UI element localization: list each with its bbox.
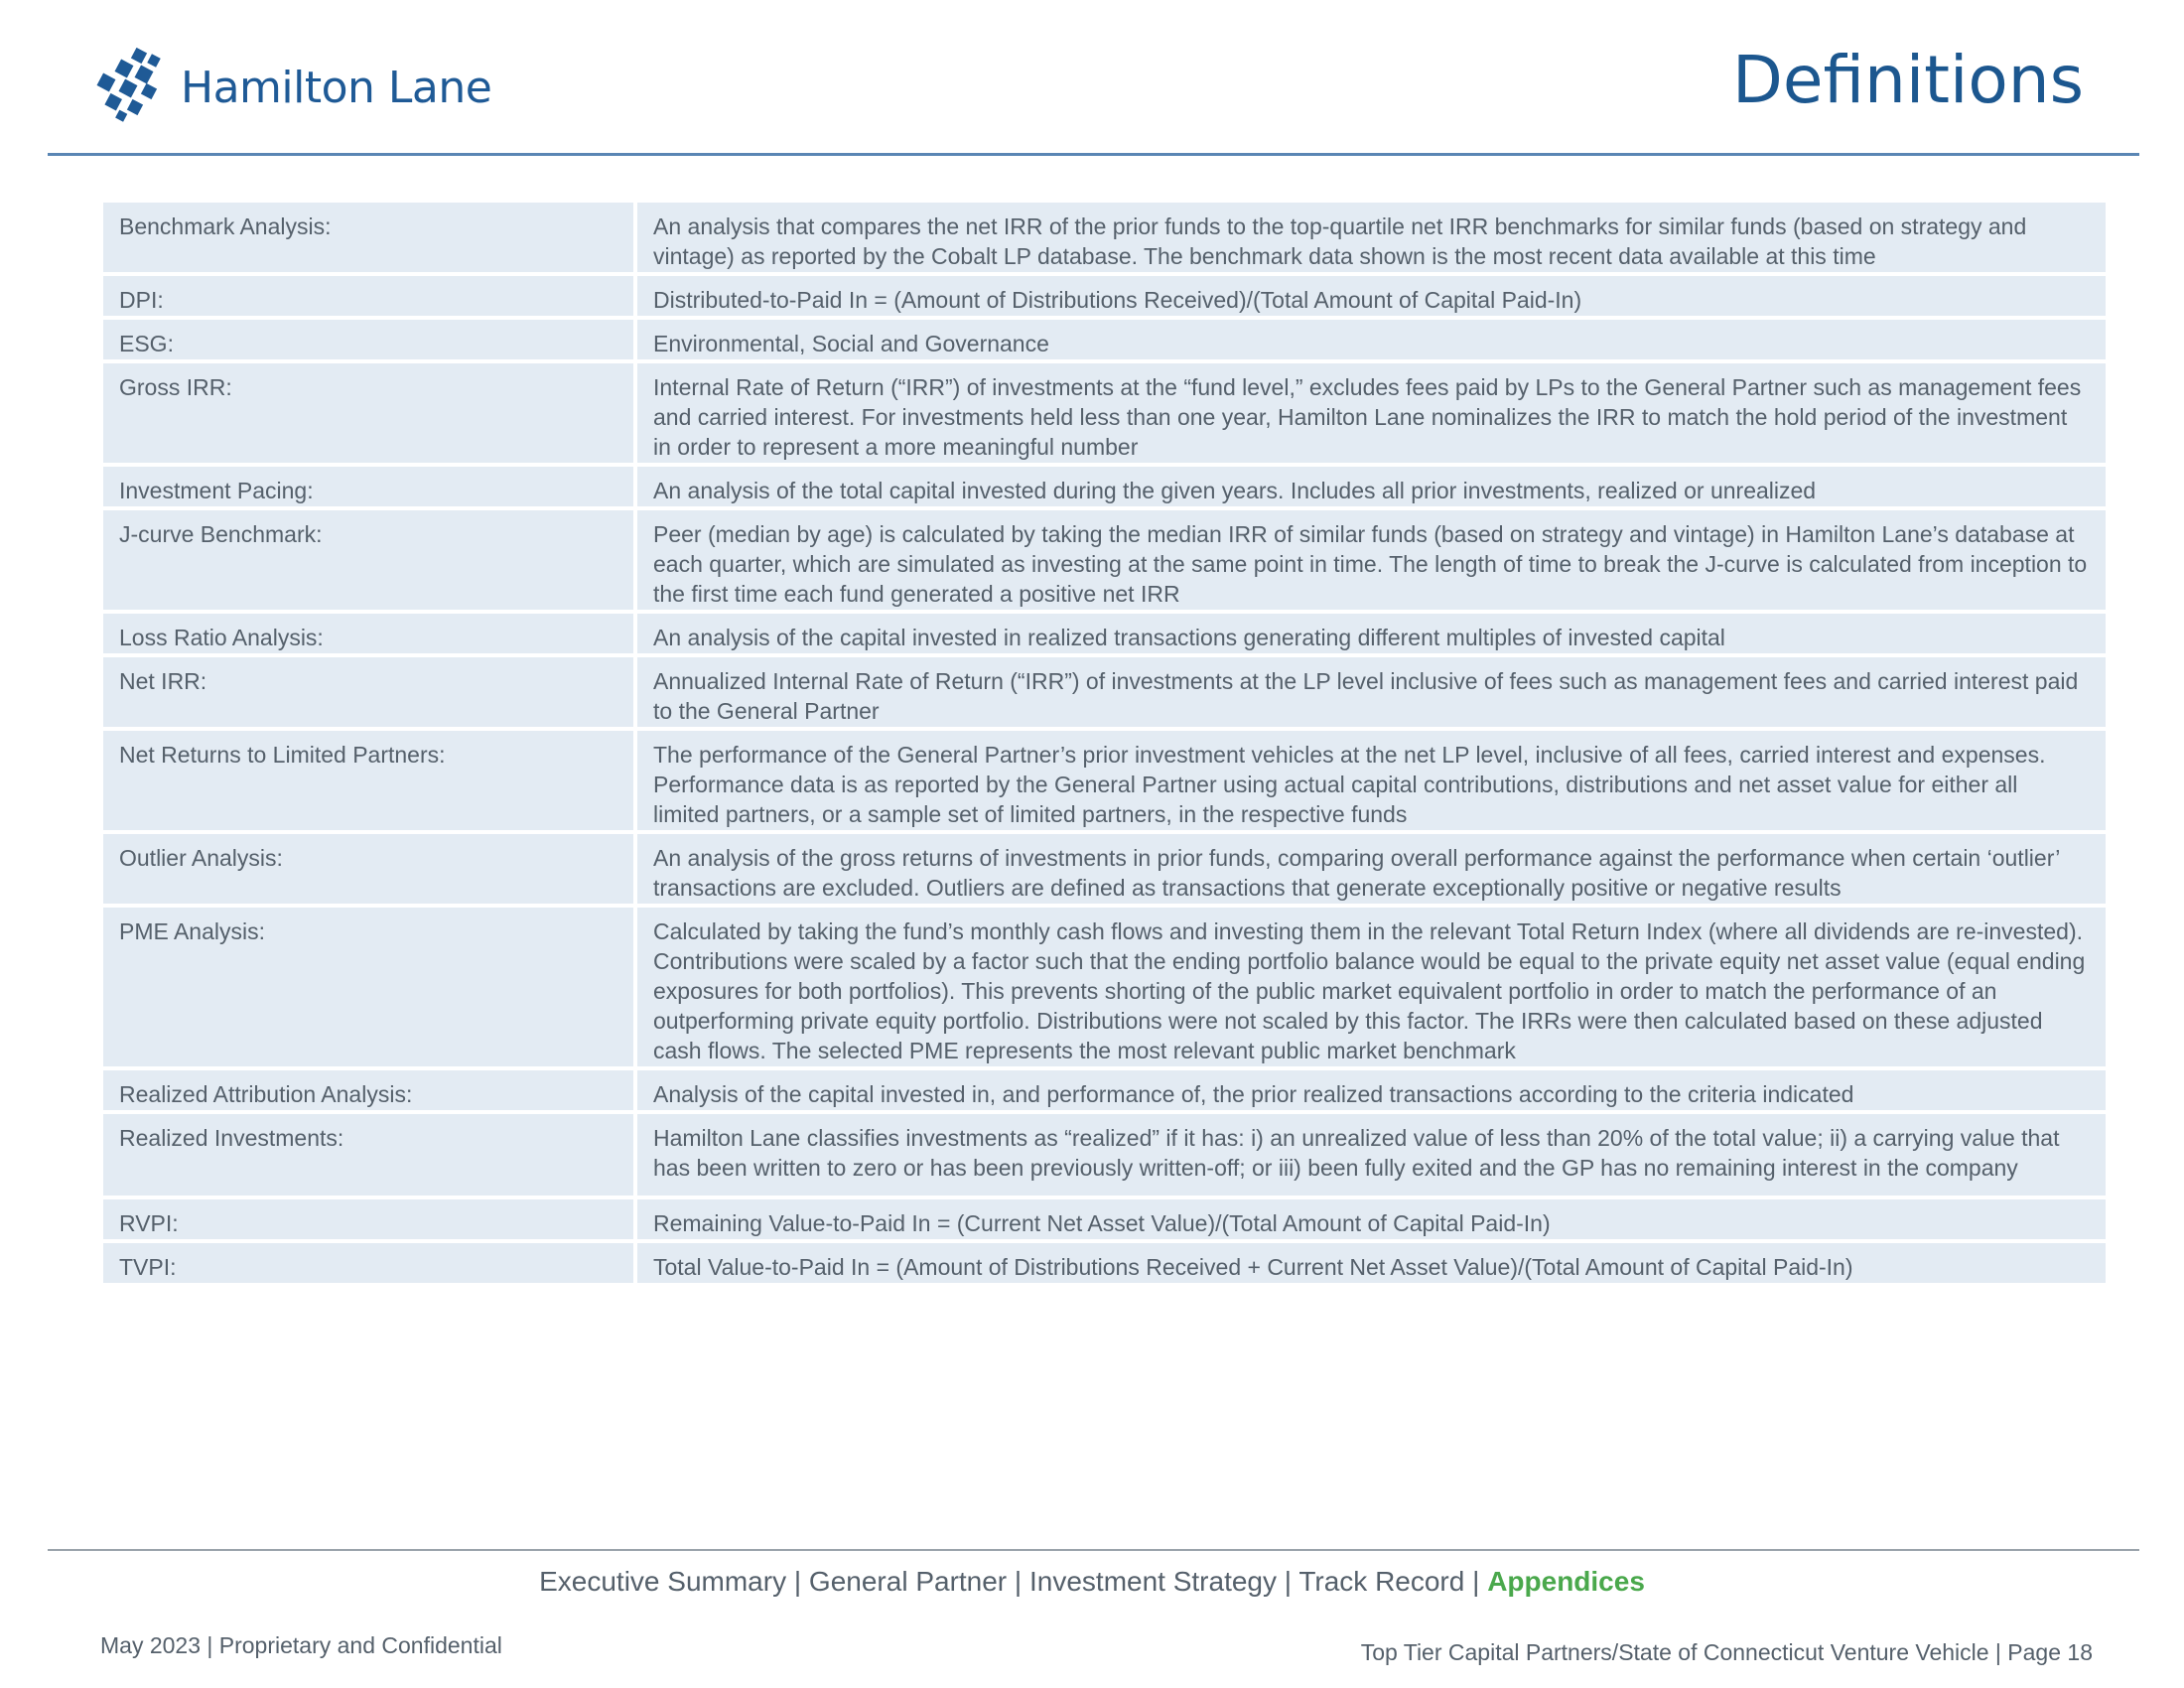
definition-term: RVPI:: [101, 1197, 635, 1241]
definition-text: Internal Rate of Return (“IRR”) of investments at the “fund level,” excludes fees paid by LPs to the General Partner such as management fees and carried interest. For investments held less than one year, Hamilton Lane nominalizes the IRR to match the hold period of the investment in order to represent a more meaningful number: [635, 361, 2108, 465]
nav-separator: |: [1277, 1566, 1299, 1597]
nav-link-general-partner[interactable]: General Partner: [808, 1566, 1008, 1597]
definition-term: ESG:: [101, 318, 635, 361]
definition-text: Annualized Internal Rate of Return (“IRR”) of investments at the LP level inclusive of fees such as management fees and carried interest paid to the General Partner: [635, 655, 2108, 729]
definition-text: Analysis of the capital invested in, and performance of, the prior realized transactions according to the criteria indicated: [635, 1068, 2108, 1112]
definition-row: [101, 729, 2108, 832]
definition-term: TVPI:: [101, 1241, 635, 1285]
logo-mark-icon: [95, 48, 167, 125]
definition-row: [101, 1112, 2108, 1197]
definition-row: [101, 1241, 2108, 1285]
footer-divider: [48, 1549, 2139, 1551]
page-title: Definitions: [1732, 42, 2084, 118]
definition-row: [101, 1068, 2108, 1112]
definition-term: DPI:: [101, 274, 635, 318]
footer-document-page: Top Tier Capital Partners/State of Connecticut Venture Vehicle | Page 18: [1360, 1639, 2093, 1665]
nav-link-investment-strategy[interactable]: Investment Strategy: [1028, 1566, 1277, 1597]
definition-term: Net Returns to Limited Partners:: [101, 729, 635, 832]
definitions-table-body: [101, 201, 2108, 1285]
definition-row: [101, 465, 2108, 508]
definition-row: [101, 318, 2108, 361]
definition-term: Benchmark Analysis:: [101, 201, 635, 274]
definition-term: Loss Ratio Analysis:: [101, 612, 635, 655]
definition-row: [101, 906, 2108, 1068]
nav-separator: |: [1007, 1566, 1029, 1597]
nav-link-track-record[interactable]: Track Record: [1298, 1566, 1465, 1597]
definition-text: Total Value-to-Paid In = (Amount of Distributions Received + Current Net Asset Value)/(Total Amount of Capital Paid-In): [635, 1241, 2108, 1285]
logo-text: Hamilton Lane: [181, 63, 492, 113]
definition-row: [101, 655, 2108, 729]
nav-link-executive-summary[interactable]: Executive Summary: [539, 1566, 787, 1597]
definition-term: Outlier Analysis:: [101, 832, 635, 906]
hamilton-lane-logo: [95, 48, 491, 125]
definition-text: Remaining Value-to-Paid In = (Current Net Asset Value)/(Total Amount of Capital Paid-In): [635, 1197, 2108, 1241]
definition-row: [101, 612, 2108, 655]
definition-row: [101, 508, 2108, 612]
definition-text: An analysis of the capital invested in realized transactions generating different multiples of invested capital: [635, 612, 2108, 655]
nav-separator: |: [1464, 1566, 1488, 1597]
nav-link-appendices[interactable]: Appendices: [1487, 1566, 1645, 1597]
definition-term: PME Analysis:: [101, 906, 635, 1068]
definition-row: [101, 361, 2108, 465]
definition-text: Environmental, Social and Governance: [635, 318, 2108, 361]
section-navigation: [0, 1565, 2184, 1599]
definitions-table: [99, 199, 2110, 1287]
definition-row: [101, 274, 2108, 318]
definition-text: An analysis of the total capital invested during the given years. Includes all prior investments, realized or unrealized: [635, 465, 2108, 508]
definition-text: An analysis that compares the net IRR of the prior funds to the top-quartile net IRR benchmarks for similar funds (based on strategy and vintage) as reported by the Cobalt LP database. The benchmark data shown is the most recent data available at this time: [635, 201, 2108, 274]
definition-term: Investment Pacing:: [101, 465, 635, 508]
definition-row: [101, 201, 2108, 274]
definition-term: Realized Attribution Analysis:: [101, 1068, 635, 1112]
definition-text: An analysis of the gross returns of investments in prior funds, comparing overall performance against the performance when certain ‘outlier’ transactions are excluded. Outliers are defined as transactions that generate exceptionally positive or negative results: [635, 832, 2108, 906]
definition-row: [101, 832, 2108, 906]
definition-term: Gross IRR:: [101, 361, 635, 465]
definition-row: [101, 1197, 2108, 1241]
definition-text: The performance of the General Partner’s prior investment vehicles at the net LP level, inclusive of all fees, carried interest and expenses. Performance data is as reported by the General Partner using actual capital contributions, distributions and net asset value for either all limited partners, or a sample set of limited partners, in the respective funds: [635, 729, 2108, 832]
definition-text: Hamilton Lane classifies investments as “realized” if it has: i) an unrealized value of less than 20% of the total value; ii) a carrying value that has been written to zero or has been previously written-off; or iii) been fully exited and the GP has no remaining interest in the company: [635, 1112, 2108, 1197]
definition-term: J-curve Benchmark:: [101, 508, 635, 612]
header-divider: [48, 153, 2139, 156]
definition-text: Peer (median by age) is calculated by taking the median IRR of similar funds (based on strategy and vintage) in Hamilton Lane’s database at each quarter, which are simulated as investing at the same point in time. The length of time to break the J-curve is calculated from inception to the first time each fund generated a positive net IRR: [635, 508, 2108, 612]
footer-date-confidentiality: May 2023 | Proprietary and Confidential: [100, 1632, 502, 1658]
nav-separator: |: [786, 1566, 809, 1597]
definition-text: Distributed-to-Paid In = (Amount of Distributions Received)/(Total Amount of Capital Paid-In): [635, 274, 2108, 318]
definition-term: Net IRR:: [101, 655, 635, 729]
definition-text: Calculated by taking the fund’s monthly cash flows and investing them in the relevant Total Return Index (where all dividends are re-invested). Contributions were scaled by a factor such that the ending portfolio balance would be equal to the private equity net asset value (equal ending exposures for both portfolios). This prevents shorting of the public market equivalent portfolio in order to match the performance of an outperforming private equity portfolio. Distributions were not scaled by this factor. The IRRs were then calculated based on these adjusted cash flows. The selected PME represents the most relevant public market benchmark: [635, 906, 2108, 1068]
definition-term: Realized Investments:: [101, 1112, 635, 1197]
